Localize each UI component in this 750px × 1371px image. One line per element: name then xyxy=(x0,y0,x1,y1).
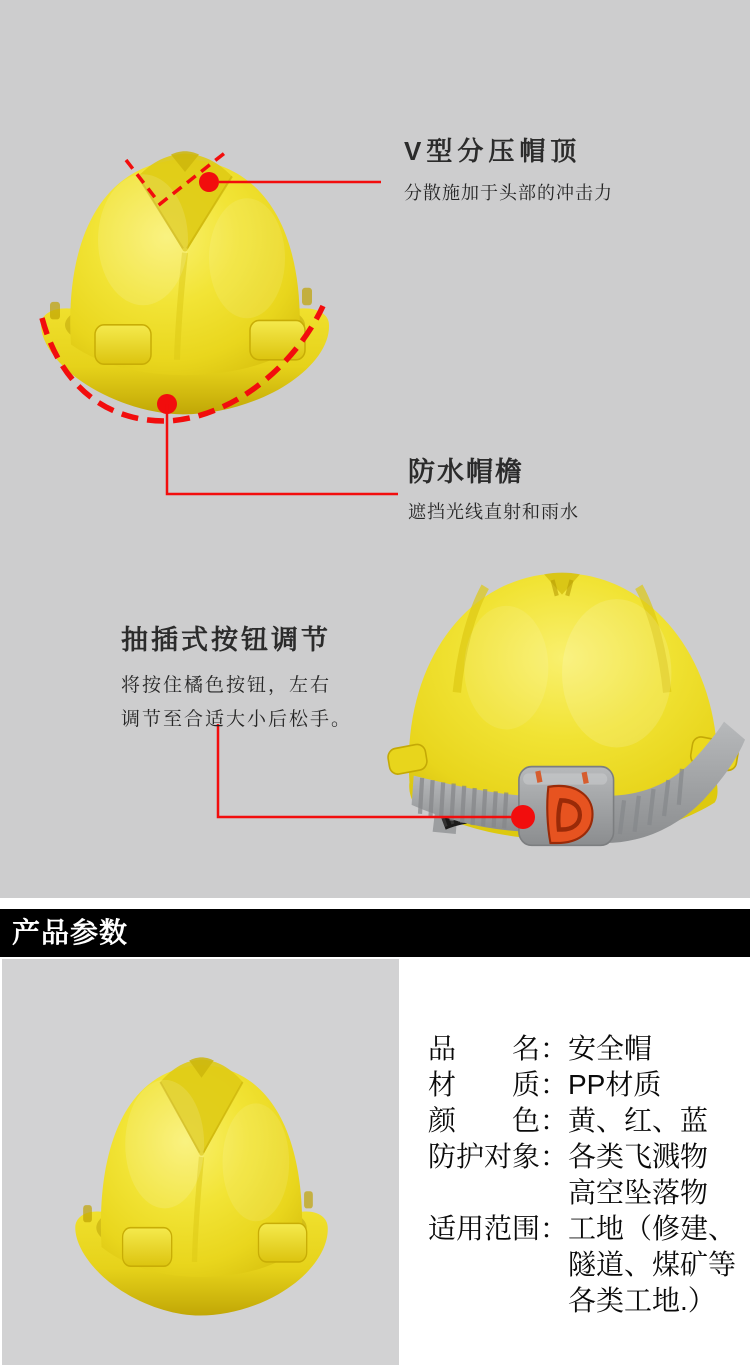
spec-row-protection xyxy=(428,1139,736,1175)
spec-row-scope xyxy=(428,1211,736,1247)
callout-adjuster-desc-line2: 调节至合适大小后松手。 xyxy=(121,709,353,730)
spec-label: 颜色 xyxy=(428,1105,540,1136)
callout-v-top-title: V型分压帽顶 xyxy=(404,136,582,166)
params-bar-title: 产品参数 xyxy=(12,917,129,948)
spec-value: 各类工地.） xyxy=(568,1285,716,1316)
housing-highlight xyxy=(523,773,607,784)
spec-value: PP材质 xyxy=(568,1069,662,1100)
spec-list xyxy=(428,1031,736,1319)
spec-value: 隧道、煤矿等 xyxy=(568,1249,737,1280)
spec-value: 高空坠落物 xyxy=(568,1177,709,1208)
params-bar xyxy=(0,909,750,957)
dome-highlight-2 xyxy=(464,606,548,730)
spec-row-protection-cont xyxy=(428,1175,736,1211)
callout-v-top xyxy=(404,131,613,205)
spec-colon: ： xyxy=(540,1213,569,1244)
callout-adjuster-desc-line1: 将按住橘色按钮，左右 xyxy=(121,675,332,696)
callout-v-top-desc: 分散施加于头部的冲击力 xyxy=(404,183,613,203)
spec-value: 安全帽 xyxy=(568,1033,653,1064)
spec-colon: ： xyxy=(540,1105,569,1136)
spec-value: 黄、红、蓝 xyxy=(568,1105,709,1136)
spec-label: 材质 xyxy=(428,1069,540,1100)
callout-brim-title: 防水帽檐 xyxy=(408,457,524,487)
spec-colon: ： xyxy=(540,1141,569,1172)
callout-brim xyxy=(408,450,579,524)
helmet-front-photo xyxy=(35,100,335,422)
spec-label: 适用范围 xyxy=(428,1213,541,1244)
spec-value: 工地（修建、 xyxy=(568,1213,737,1244)
spec-row-material xyxy=(428,1067,736,1103)
spec-row-name xyxy=(428,1031,736,1067)
spec-value: 各类飞溅物 xyxy=(568,1141,709,1172)
spec-row-color xyxy=(428,1103,736,1139)
spec-label: 防护对象 xyxy=(428,1141,541,1172)
spec-row-scope-cont2 xyxy=(428,1283,736,1319)
spec-colon: ： xyxy=(540,1033,569,1064)
dome-highlight xyxy=(562,599,671,747)
helmet-back-photo xyxy=(359,544,750,915)
callout-adjuster-title: 抽插式按钮调节 xyxy=(121,625,331,655)
callout-adjuster-desc xyxy=(121,669,352,737)
spec-label: 品名 xyxy=(428,1033,540,1064)
spec-row-scope-cont xyxy=(428,1247,736,1283)
callout-brim-desc: 遮挡光线直射和雨水 xyxy=(408,502,579,522)
callout-adjuster xyxy=(121,618,352,737)
spec-colon: ： xyxy=(540,1069,569,1100)
helmet-product-photo xyxy=(70,1007,333,1323)
